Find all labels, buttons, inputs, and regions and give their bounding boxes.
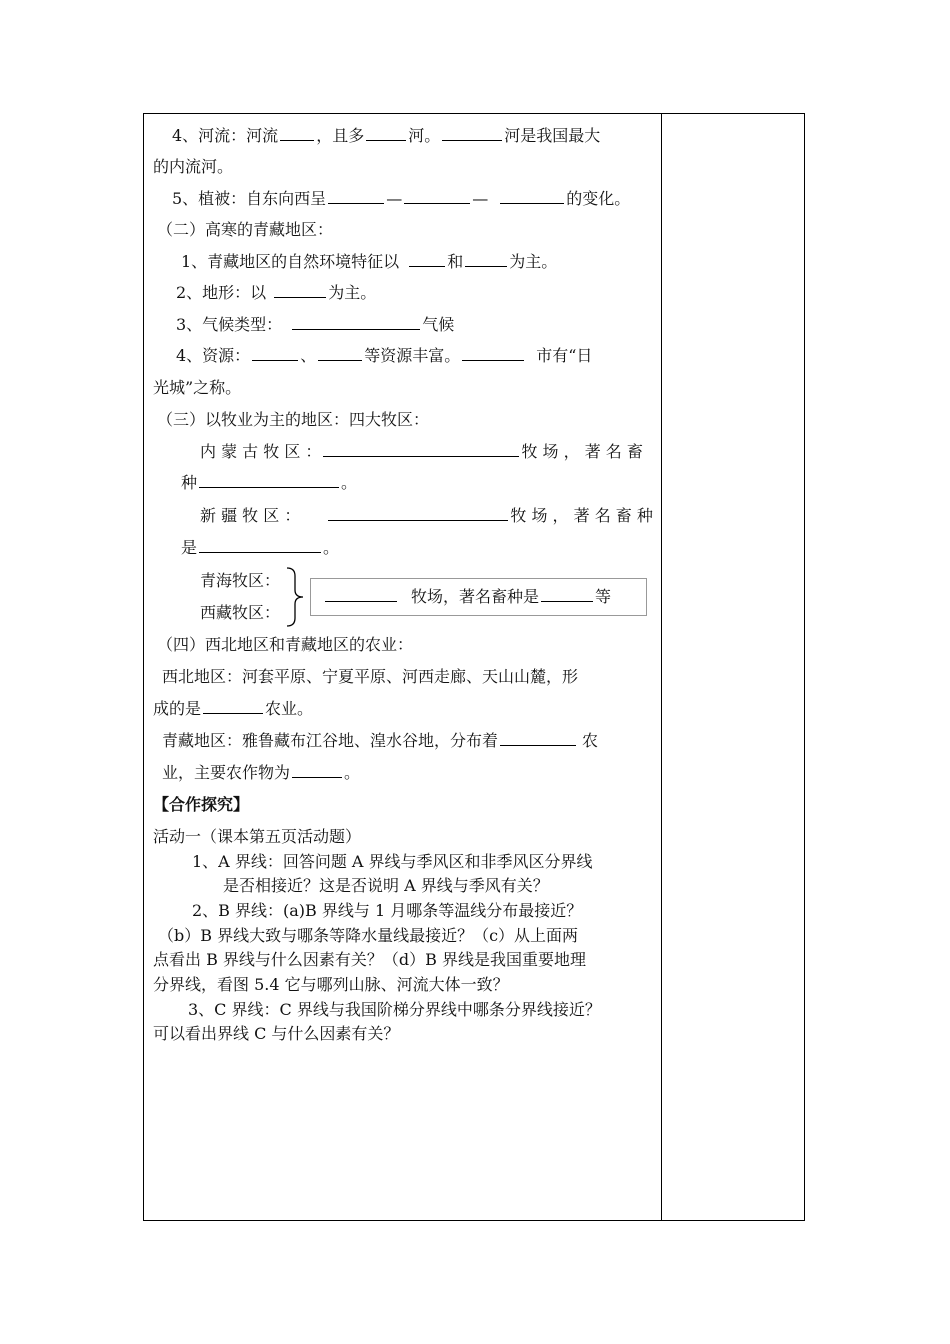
resources-line — [176, 344, 592, 368]
question-b-line-1: 2、B 界线：(a)B 界线与 1 月哪条等温线分布最接近？ — [192, 901, 583, 920]
blank-5[interactable] — [404, 187, 470, 204]
blank-1[interactable] — [280, 124, 314, 141]
sun-city-text: 市有“日 — [536, 346, 593, 365]
blank-9[interactable] — [274, 281, 326, 298]
pasture-box-text: 牧场，著名畜种是 — [411, 587, 540, 606]
inner-mongolia-line — [200, 440, 643, 464]
question-b-line-2: （b）B 界线大致与哪条等降水量线最接近？（c）从上面两 — [158, 926, 579, 945]
activity-title: 活动一（课本第五页活动题） — [153, 827, 362, 846]
tibet-label: 西藏牧区： — [200, 603, 281, 622]
section-4-heading: （四）西北地区和青藏地区的农业： — [157, 635, 414, 654]
period-2: 。 — [323, 538, 340, 557]
xinjiang-line — [200, 504, 653, 528]
blank-6[interactable] — [500, 187, 564, 204]
blank-16[interactable] — [328, 504, 508, 521]
feature-label: 1、青藏地区的自然环境特征以 — [181, 252, 400, 271]
sun-city-end: 光城”之称。 — [153, 378, 242, 397]
inner-mongolia-line-2 — [181, 471, 357, 495]
blank-7[interactable] — [409, 250, 445, 267]
column-divider — [661, 113, 662, 1221]
xinjiang-label: 新 疆 牧 区 ： — [200, 506, 301, 525]
qinghai-label: 青海牧区： — [200, 571, 281, 590]
section-3-heading: （三）以牧业为主的地区：四大牧区： — [157, 410, 430, 429]
terrain-end: 为主。 — [328, 283, 377, 302]
question-a-line-1: 1、A 界线：回答问题 A 界线与季风区和非季风区分界线 — [192, 852, 593, 871]
dash-1: — — [386, 189, 403, 208]
formed-text: 成的是 — [153, 699, 202, 718]
period-3: 。 — [344, 763, 361, 782]
vegetation-end: 的变化。 — [566, 189, 631, 208]
crops-text: 业，主要农作物为 — [162, 763, 291, 782]
qinghai-agri-line — [162, 729, 598, 753]
inner-mongolia-text: 牧 场 ， 著 名 畜 — [521, 442, 643, 461]
blank-20[interactable] — [203, 697, 263, 714]
blank-14[interactable] — [323, 440, 519, 457]
blank-22[interactable] — [292, 761, 342, 778]
river-line — [172, 124, 600, 148]
blank-4[interactable] — [328, 187, 384, 204]
terrain-line — [176, 281, 376, 305]
question-c-line-1: 3、C 界线：C 界线与我国阶梯分界线中哪条分界线接近？ — [188, 1000, 601, 1019]
is-text: 是 — [181, 538, 198, 557]
brace-icon — [283, 566, 307, 628]
climate-label: 3、气候类型： — [176, 315, 283, 334]
etc-text: 等 — [595, 587, 612, 606]
river-text-2: ，且多 — [316, 126, 365, 145]
blank-17[interactable] — [199, 536, 321, 553]
river-label: 4、河流：河流 — [172, 126, 279, 145]
agri-text: 农业。 — [265, 699, 314, 718]
pasture-box-line — [323, 585, 611, 609]
blank-10[interactable] — [292, 313, 420, 330]
climate-end: 气候 — [422, 315, 455, 334]
blank-2[interactable] — [366, 124, 406, 141]
blank-11[interactable] — [252, 344, 298, 361]
blank-13[interactable] — [462, 344, 524, 361]
river-line-2: 的内流河。 — [153, 157, 234, 176]
agri-end: 农 — [582, 731, 599, 750]
resources-text: 等资源丰富。 — [364, 346, 461, 365]
period: 。 — [341, 473, 358, 492]
breed-label: 种 — [181, 473, 198, 492]
terrain-label: 2、地形：以 — [176, 283, 267, 302]
inner-mongolia-label: 内 蒙 古 牧 区 ： — [200, 442, 322, 461]
river-text-3: 河。 — [408, 126, 441, 145]
blank-19[interactable] — [541, 585, 593, 602]
qinghai-agri-line-2 — [162, 761, 360, 785]
vegetation-label: 5、植被：自东向西呈 — [172, 189, 327, 208]
blank-15[interactable] — [199, 471, 339, 488]
northwest-line-2 — [153, 697, 313, 721]
section-2-heading: （二）高寒的青藏地区： — [157, 220, 334, 239]
feature-end: 为主。 — [509, 252, 558, 271]
xinjiang-line-2 — [181, 536, 339, 560]
blank-12[interactable] — [318, 344, 362, 361]
and-text: 和 — [447, 252, 464, 271]
river-text-4: 河是我国最大 — [504, 126, 601, 145]
blank-8[interactable] — [465, 250, 507, 267]
blank-3[interactable] — [442, 124, 502, 141]
climate-line — [176, 313, 454, 337]
vegetation-line — [172, 187, 630, 211]
northwest-line: 西北地区：河套平原、宁夏平原、河西走廊、天山山麓，形 — [162, 667, 579, 686]
resources-label: 4、资源： — [176, 346, 251, 365]
xinjiang-text: 牧 场 ， 著 名 畜 种 — [510, 506, 653, 525]
blank-18[interactable] — [325, 585, 397, 602]
cooperative-heading: 【合作探究】 — [153, 795, 250, 814]
dash-2: — — [472, 189, 489, 208]
question-b-line-4: 分界线，看图 5.4 它与哪列山脉、河流大体一致？ — [153, 975, 509, 994]
comma: 、 — [300, 346, 317, 365]
question-c-line-2: 可以看出界线 C 与什么因素有关？ — [153, 1024, 400, 1043]
qinghai-agri-text: 青藏地区：雅鲁藏布江谷地、湟水谷地，分布着 — [162, 731, 499, 750]
question-a-line-2: 是否相接近？这是否说明 A 界线与季风有关？ — [223, 876, 549, 895]
blank-21[interactable] — [500, 729, 576, 746]
question-b-line-3: 点看出 B 界线与什么因素有关？（d）B 界线是我国重要地理 — [153, 950, 587, 969]
qinghai-feature-line — [181, 250, 557, 274]
